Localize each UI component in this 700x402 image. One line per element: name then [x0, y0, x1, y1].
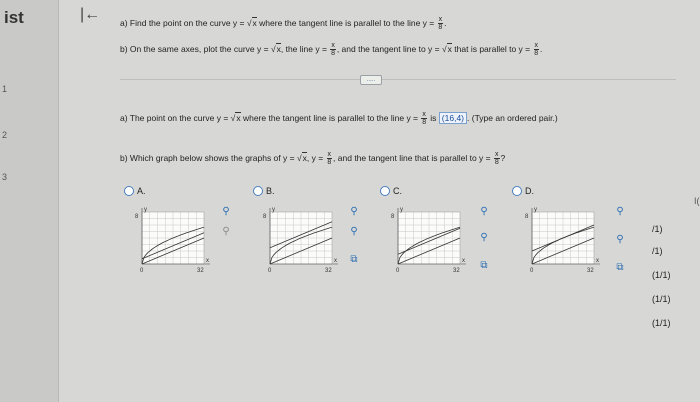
fraction-x-over-8: $\frac{x}{8}$ [327, 151, 332, 166]
x-max-label: 32 [197, 268, 204, 274]
sidebar-title: ist [4, 8, 24, 27]
y-axis-label: y [400, 207, 403, 213]
question-part-a: a) Find the point on the curve y = √x where the tangent line is parallel to the line y = $\frac{x}{8}$ . [120, 16, 447, 31]
score-item: (1/1) [652, 294, 671, 304]
score-item: (1/1) [652, 270, 671, 280]
right-edge-text: I( [694, 196, 700, 206]
expand-icon[interactable]: ⧉ [616, 262, 624, 273]
zoom-in-icon[interactable]: ⚲ [350, 206, 358, 217]
option-b[interactable]: B. [253, 186, 275, 196]
left-panel [0, 0, 59, 402]
sidebar-number[interactable]: 3 [2, 172, 8, 182]
question-part-b: b) On the same axes, plot the curve y = √x, the line y = $\frac{x}{8}$ , and the tangent line to y = √x that is parallel to y = $\frac{x}{8}$ . [120, 42, 543, 57]
y-max-label: 8 [391, 214, 395, 220]
x-min-label: 0 [530, 268, 534, 274]
expand-icon[interactable]: ⧉ [480, 260, 488, 271]
x-max-label: 32 [587, 268, 594, 274]
radio-button[interactable] [124, 186, 134, 196]
y-axis-label: y [272, 207, 275, 213]
score-item: /1) [652, 224, 663, 234]
collapse-left-icon[interactable]: |← [80, 6, 101, 23]
x-axis-label: x [334, 258, 337, 264]
radio-button[interactable] [380, 186, 390, 196]
section-divider [120, 79, 676, 80]
radio-button[interactable] [512, 186, 522, 196]
expand-icon[interactable]: ⧉ [350, 254, 358, 265]
fraction-x-over-8: $\frac{x}{8}$ [438, 16, 443, 31]
radio-button[interactable] [253, 186, 263, 196]
y-axis-label: y [534, 207, 537, 213]
zoom-out-icon[interactable]: ⚲ [350, 226, 358, 237]
x-axis-label: x [462, 258, 465, 264]
zoom-in-icon[interactable]: ⚲ [480, 206, 488, 217]
zoom-in-icon[interactable]: ⚲ [222, 206, 230, 217]
fraction-x-over-8: $\frac{x}{8}$ [422, 111, 427, 126]
graph-thumbnail[interactable] [134, 206, 214, 276]
x-axis-label: x [596, 258, 599, 264]
fraction-x-over-8: $\frac{x}{8}$ [534, 42, 539, 57]
sidebar-number[interactable]: 1 [2, 84, 8, 94]
zoom-in-icon[interactable]: ⚲ [616, 206, 624, 217]
x-axis-label: x [206, 258, 209, 264]
sidebar-number[interactable]: 2 [2, 130, 8, 140]
fraction-x-over-8: $\frac{x}{8}$ [494, 151, 499, 166]
y-max-label: 8 [135, 214, 139, 220]
fraction-x-over-8: $\frac{x}{8}$ [331, 42, 336, 57]
answer-part-b: b) Which graph below shows the graphs of y = √x, y = $\frac{x}{8}$ , and the tangent line that is parallel to y = $\frac{x}{8}$ ? [120, 151, 506, 166]
graph-thumbnail[interactable] [390, 206, 470, 276]
score-item: (1/1) [652, 318, 671, 328]
option-c[interactable]: C. [380, 186, 402, 196]
zoom-out-icon[interactable]: ⚲ [616, 234, 624, 245]
zoom-out-icon[interactable]: ⚲ [480, 232, 488, 243]
x-min-label: 0 [396, 268, 400, 274]
x-max-label: 32 [325, 268, 332, 274]
y-max-label: 8 [525, 214, 529, 220]
answer-part-a: a) The point on the curve y = √x where the tangent line is parallel to the line y = $\frac{x}{8}$ is (16,4) . (Type an ordered pair.) [120, 111, 558, 126]
more-button[interactable]: ..... [360, 75, 382, 85]
x-min-label: 0 [268, 268, 272, 274]
graph-thumbnail[interactable] [524, 206, 604, 276]
graph-thumbnail[interactable] [262, 206, 342, 276]
option-a[interactable]: A. [124, 186, 146, 196]
x-min-label: 0 [140, 268, 144, 274]
x-max-label: 32 [453, 268, 460, 274]
y-max-label: 8 [263, 214, 267, 220]
option-d[interactable]: D. [512, 186, 534, 196]
answer-input[interactable]: (16,4) [439, 112, 467, 124]
score-item: /1) [652, 246, 663, 256]
y-axis-label: y [144, 207, 147, 213]
zoom-out-icon[interactable]: ⚲ [222, 226, 230, 237]
